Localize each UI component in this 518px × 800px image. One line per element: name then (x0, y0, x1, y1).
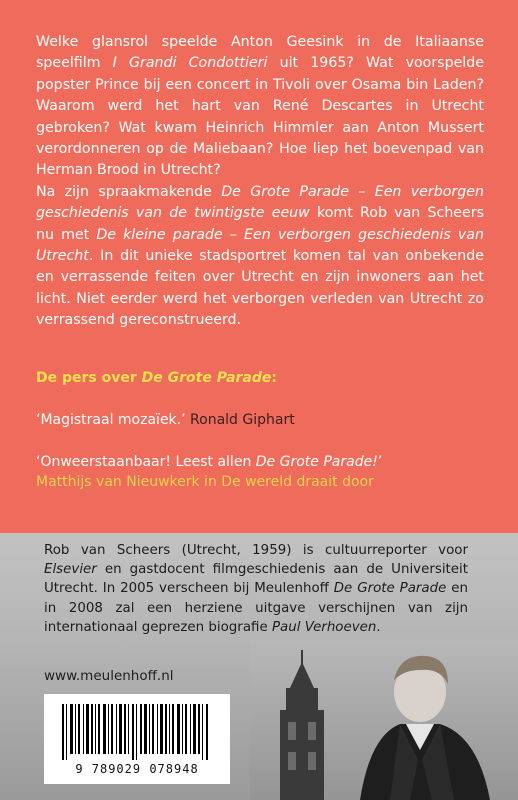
blurb-description: Na zijn spraakmakende De Grote Parade – Een verborgen geschiedenis van de twintigste eeuw komt Rob van Scheers nu met De kleine parade – Een verborgen geschiedenis van Utrecht. In dit unieke stadsportret komen tal van onbekende en verrassende feiten over Utrecht en zijn inwoners aan het licht. Niet eerder werd het verborgen verleden van Utrecht zo verrassend gereconstrueerd. (36, 183, 484, 329)
press-heading: De pers over De Grote Parade: (36, 370, 277, 386)
publisher-website: www.meulenhoff.nl (44, 668, 174, 684)
book-title-grote-parade: De Grote Parade – Een verborgen geschiedenis van de twintigste eeuw (36, 183, 484, 222)
barcode-icon (62, 704, 212, 760)
book-title-kleine-parade: De kleine parade – Een verborgen geschiedenis van Utrecht (36, 226, 484, 265)
press-quote-2: ‘Onweerstaanbaar! Leest allen De Grote Parade!’ Matthijs van Nieuwkerk in De wereld draait door (36, 454, 383, 490)
isbn-barcode (44, 694, 230, 784)
quote-1-author: Ronald Giphart (190, 412, 295, 428)
quote-2-author: Matthijs van Nieuwkerk in De wereld draait door (36, 474, 374, 490)
book-blurb (36, 32, 484, 332)
film-title: I Grandi Condottieri (112, 55, 268, 72)
press-quote-1: ‘Magistraal mozaïek.’ Ronald Giphart (36, 412, 295, 428)
author-photo (250, 640, 518, 800)
author-bio: Rob van Scheers (Utrecht, 1959) is cultuurreporter voor Elsevier en gastdocent filmgeschiedenis aan de Universiteit Utrecht. In 2005 verscheen bij Meulenhoff De Grote Parade en in 2008 zal een herziene uitgave verschijnen van zijn internationaal geprezen biografie Paul Verhoeven. (44, 543, 469, 635)
blurb-questions: Welke glansrol speelde Anton Geesink in de Italiaanse speelfilm I Grandi Condottieri uit 1965? Wat voorspelde popster Prince bij een concert in Tivoli over Osama bin Laden? Waarom werd het hart van René Descartes in Utrecht gebroken? Wat kwam Heinrich Himmler aan Anton Mussert verordonneren op de Maliebaan? Hoe liep het boevenpad van Herman Brood in Utrecht? (36, 34, 484, 179)
isbn-number: 9 789029 078948 (75, 762, 199, 776)
